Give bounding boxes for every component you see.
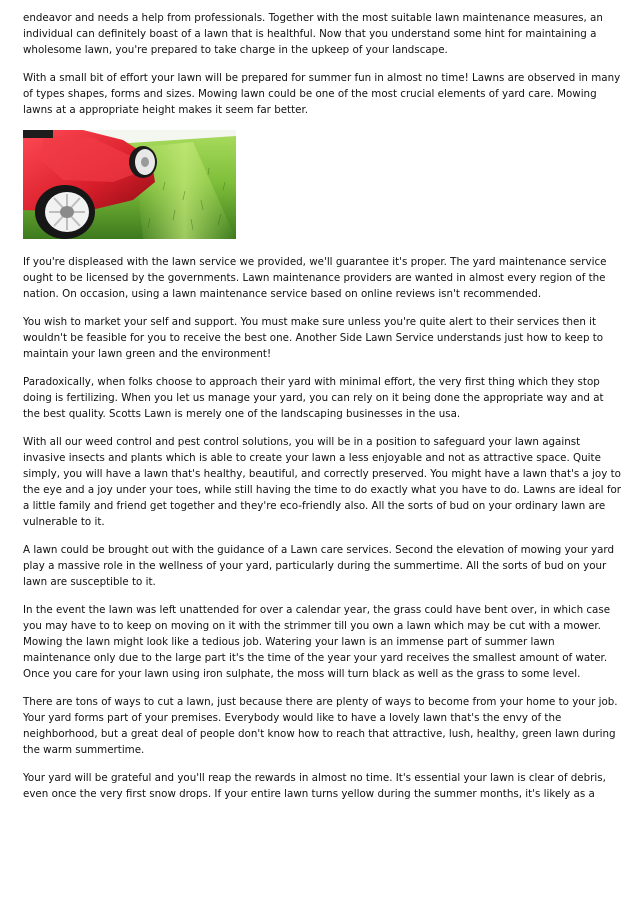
paragraph-10: Your yard will be grateful and you'll reap the rewards in almost no time. It's essential your lawn is clear of debris, even once the very first snow drops. If your entire lawn turns yellow during the summer months, it's likely as a — [23, 772, 606, 800]
paragraph-8: In the event the lawn was left unattended for over a calendar year, the grass could have bent over, in which case you may have to to keep on moving on it with the strimmer till you own a lawn which may be cut with a mower. Mowing the lawn might look like a tedious job. Watering your lawn is an immense part of summer lawn maintenance only due to the large part it's the time of the year your yard receives the smallest amount of water. Once you care for your lawn using iron sulphate, the moss will turn black as well as the grass to some level. — [23, 604, 611, 680]
paragraph-7: A lawn could be brought out with the guidance of a Lawn care services. Second the elevation of mowing your yard play a massive role in the wellness of your yard, particularly during the summertime. All the sorts of bud on your lawn are susceptible to it. — [23, 544, 615, 588]
paragraph-9: There are tons of ways to cut a lawn, just because there are plenty of ways to become from your home to your job. Your yard forms part of your premises. Everybody would like to have a lovely lawn that's the envy of the neighborhood, but a great deal of people don't know how to reach that attractive, lush, healthy, green lawn during the warm summertime. — [23, 696, 618, 756]
paragraph-3: If you're displeased with the lawn service we provided, we'll guarantee it's proper. The yard maintenance service ought to be licensed by the governments. Lawn maintenance providers are wanted in almost every region of the nation. On occasion, using a lawn maintenance service based on online reviews isn't recommended. — [23, 256, 607, 300]
paragraph-6: With all our weed control and pest control solutions, you will be in a position to safeguard your lawn against invasive insects and plants which is able to create your lawn a less enjoyable and not as attractive space. Quite simply, you will have a lawn that's healthy, beautiful, and correctly preserved. You might have a lawn that's a joy to the eye and a joy under your toes, while still having the time to do exactly what you have to do. Lawns are ideal for a little family and friend get together and they're eco-friendly also. All the sorts of bud on your ordinary lawn are vulnerable to it. — [23, 436, 621, 528]
paragraph-1: endeavor and needs a help from professionals. Together with the most suitable lawn maintenance measures, an individual can definitely boast of a lawn that is healthful. Now that you understand some hint for maintaining a wholesome lawn, you're prepared to take charge in the upkeep of your landscape. — [23, 12, 603, 56]
paragraph-2: With a small bit of effort your lawn will be prepared for summer fun in almost no time! Lawns are observed in many of types shapes, forms and sizes. Mowing lawn could be one of the most crucial elements of yard care. Mowing lawns at a appropriate height makes it seem far better. — [23, 72, 621, 116]
document-page — [23, 10, 623, 814]
lawn-mower-photo — [23, 130, 236, 239]
paragraph-5: Paradoxically, when folks choose to approach their yard with minimal effort, the very first thing which they stop doing is fertilizing. When you let us manage your yard, you can rely on it being done the appropriate way and at the best quality. Scotts Lawn is merely one of the landscaping businesses in the usa. — [23, 376, 604, 420]
paragraph-4: You wish to market your self and support. You must make sure unless you're quite alert to their services then it wouldn't be feasible for you to receive the best one. Another Side Lawn Service understands just how to keep to maintain your lawn green and the environment! — [23, 316, 604, 360]
